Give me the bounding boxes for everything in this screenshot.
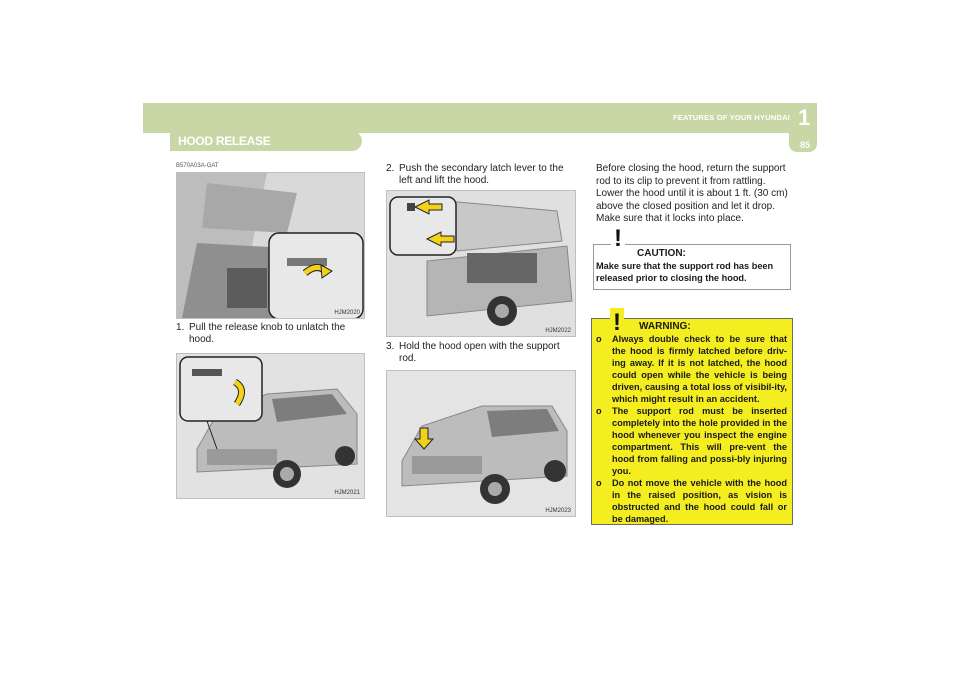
bullet: o — [596, 478, 602, 488]
figure-car-knob-photo — [176, 353, 365, 499]
step-text-line2: left and lift the hood. — [399, 175, 490, 186]
paragraph-line: Before closing the hood, return the support — [596, 163, 786, 174]
warning-item-text: Always double check to be sure that the hood is firmly latched before driv-ing away. If it is not latched, the hood could open while the vehicle is being driven, causing a total loss of visibil-ity, which might result in an accident. — [612, 334, 787, 404]
step-text-line1: Push the secondary latch lever to the — [399, 163, 564, 174]
car-closed-illustration — [387, 371, 575, 516]
paragraph-line: rod to its clip to prevent it from rattling. — [596, 175, 766, 187]
bullet: o — [596, 334, 602, 344]
warning-item — [596, 333, 787, 405]
warning-item — [596, 405, 787, 477]
caution-text: Make sure that the support rod has been released prior to closing the hood. — [596, 261, 774, 283]
chapter-number: 1 — [798, 105, 811, 130]
step-text-line2: hood. — [189, 334, 215, 345]
page-number: 85 — [799, 140, 810, 150]
step-number: 2. — [386, 163, 395, 174]
section-label: FEATURES OF YOUR HYUNDAI — [672, 113, 790, 122]
step-number: 3. — [386, 341, 395, 352]
paragraph-line: Lower the hood until it is about 1 ft. (30 cm) — [596, 188, 788, 199]
paragraph-line: Make sure that it locks into place. — [596, 213, 744, 224]
step-text-line1: Pull the release knob to unlatch the — [189, 322, 346, 333]
step-2 — [386, 163, 574, 189]
figure-latch-photo — [386, 190, 576, 337]
step-3 — [386, 341, 574, 367]
warning-title: WARNING: — [639, 321, 691, 332]
figure-label: HJM2020 — [334, 310, 360, 316]
step-1 — [176, 322, 364, 348]
interior-illustration — [177, 173, 364, 318]
step-text-line1: Hold the hood open with the support — [399, 341, 560, 352]
exclamation-icon — [604, 308, 630, 332]
closing-paragraph — [596, 163, 788, 226]
section-title-bar — [170, 131, 362, 151]
warning-item-text: Do not move the vehicle with the hood in the raised position, as vision is obstructed and the hood could fall or be damaged. — [612, 478, 787, 524]
figure-release-knob-photo — [176, 172, 365, 319]
figure-label: HJM2023 — [545, 508, 571, 514]
step-text-line2: rod. — [399, 353, 417, 364]
caution-title: CAUTION: — [637, 248, 686, 259]
figure-support-rod-photo — [386, 370, 576, 517]
section-title: HOOD RELEASE — [178, 134, 271, 148]
figure-label: HJM2022 — [545, 328, 571, 334]
exclamation-icon — [605, 226, 631, 248]
step-number: 1. — [176, 322, 185, 333]
bullet: o — [596, 406, 602, 416]
section-code: B570A03A-GAT — [176, 163, 219, 169]
warning-item — [596, 477, 787, 525]
svg-text:!: ! — [614, 226, 622, 248]
hood-open-illustration — [387, 191, 575, 336]
figure-label: HJM2021 — [334, 490, 360, 496]
warning-list — [596, 333, 787, 525]
paragraph-line: above the closed position and let it drop. — [596, 200, 776, 212]
car-illustration — [177, 354, 364, 498]
svg-text:!: ! — [613, 309, 621, 332]
warning-item-text: The support rod must be inserted completely into the hole provided in the hood whenever you inspect the engine compartment. This will pre-vent the hood from falling and possi-bly injuring you. — [612, 406, 787, 476]
